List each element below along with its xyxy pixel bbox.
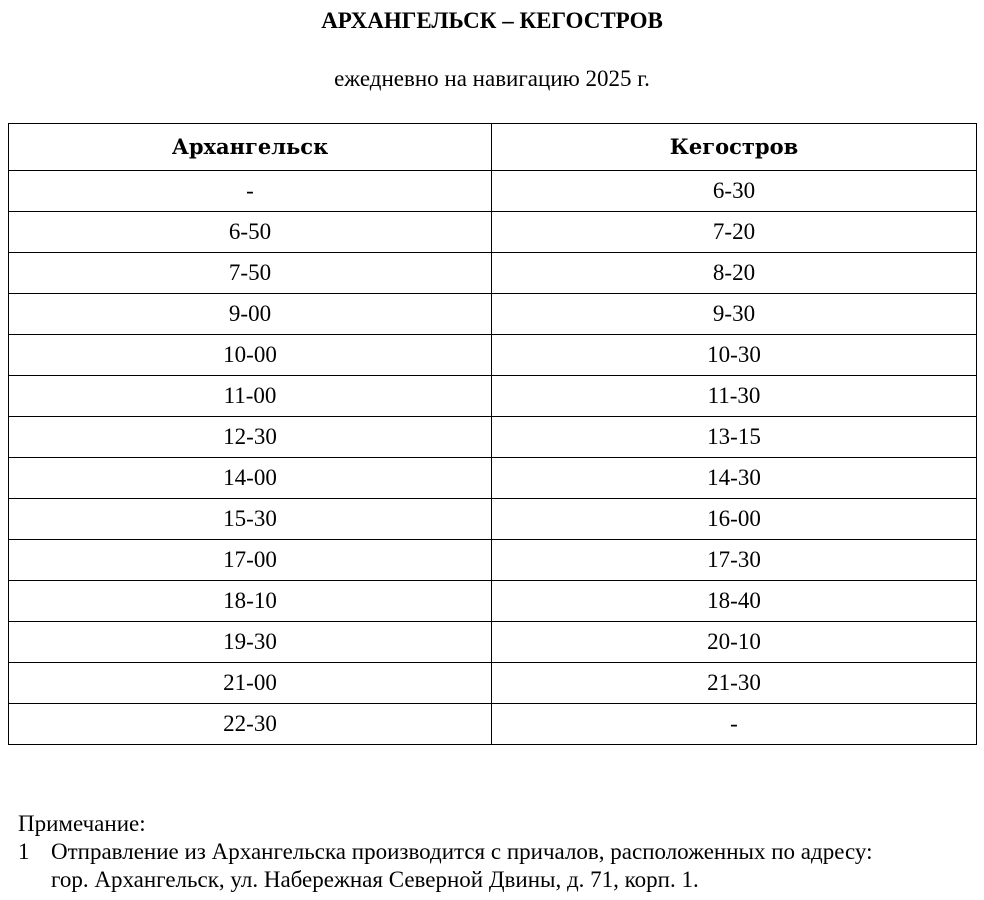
table-row [9, 581, 977, 622]
departure-kegostrov: 11-30 [492, 376, 977, 417]
table-row [9, 417, 977, 458]
departure-kegostrov: 6-30 [492, 171, 977, 212]
departure-arkhangelsk: 9-00 [9, 294, 492, 335]
note-item-text-line1: Отправление из Архангельска производится с причалов, расположенных по адресу: [51, 839, 873, 864]
departure-kegostrov: 7-20 [492, 212, 977, 253]
schedule-table [8, 123, 977, 745]
table-row [9, 171, 977, 212]
departure-kegostrov: 9-30 [492, 294, 977, 335]
table-row [9, 704, 977, 745]
note-item-number: 1 [18, 839, 30, 864]
departure-arkhangelsk: - [9, 171, 492, 212]
departure-arkhangelsk: 21-00 [9, 663, 492, 704]
departure-kegostrov: 18-40 [492, 581, 977, 622]
note-section [18, 810, 984, 894]
departure-arkhangelsk: 6-50 [9, 212, 492, 253]
document-subtitle: ежедневно на навигацию 2025 г. [334, 66, 650, 91]
table-row [9, 294, 977, 335]
departure-arkhangelsk: 11-00 [9, 376, 492, 417]
departure-arkhangelsk: 15-30 [9, 499, 492, 540]
departure-arkhangelsk: 12-30 [9, 417, 492, 458]
departure-kegostrov: 14-30 [492, 458, 977, 499]
table-row [9, 253, 977, 294]
departure-kegostrov: 13-15 [492, 417, 977, 458]
column-header-arkhangelsk: Архангельск [9, 124, 492, 171]
note-heading: Примечание: [18, 811, 146, 836]
document-title: АРХАНГЕЛЬСК – КЕГОСТРОВ [321, 8, 663, 33]
departure-kegostrov: 17-30 [492, 540, 977, 581]
table-row [9, 212, 977, 253]
table-body [9, 171, 977, 745]
note-item [18, 838, 984, 894]
departure-arkhangelsk: 14-00 [9, 458, 492, 499]
departure-arkhangelsk: 7-50 [9, 253, 492, 294]
departure-kegostrov: 21-30 [492, 663, 977, 704]
departure-arkhangelsk: 22-30 [9, 704, 492, 745]
departure-arkhangelsk: 10-00 [9, 335, 492, 376]
table-row [9, 458, 977, 499]
table-row [9, 663, 977, 704]
table-row [9, 499, 977, 540]
table-header-row [9, 124, 977, 171]
table-row [9, 622, 977, 663]
departure-kegostrov: 20-10 [492, 622, 977, 663]
table-row [9, 540, 977, 581]
table-row [9, 335, 977, 376]
departure-arkhangelsk: 18-10 [9, 581, 492, 622]
departure-arkhangelsk: 19-30 [9, 622, 492, 663]
departure-arkhangelsk: 17-00 [9, 540, 492, 581]
departure-kegostrov: 10-30 [492, 335, 977, 376]
departure-kegostrov: 16-00 [492, 499, 977, 540]
departure-kegostrov: 8-20 [492, 253, 977, 294]
column-header-kegostrov: Кегостров [492, 124, 977, 171]
note-item-text-line2: гор. Архангельск, ул. Набережная Северной Двины, д. 71, корп. 1. [51, 867, 699, 892]
departure-kegostrov: - [492, 704, 977, 745]
table-row [9, 376, 977, 417]
